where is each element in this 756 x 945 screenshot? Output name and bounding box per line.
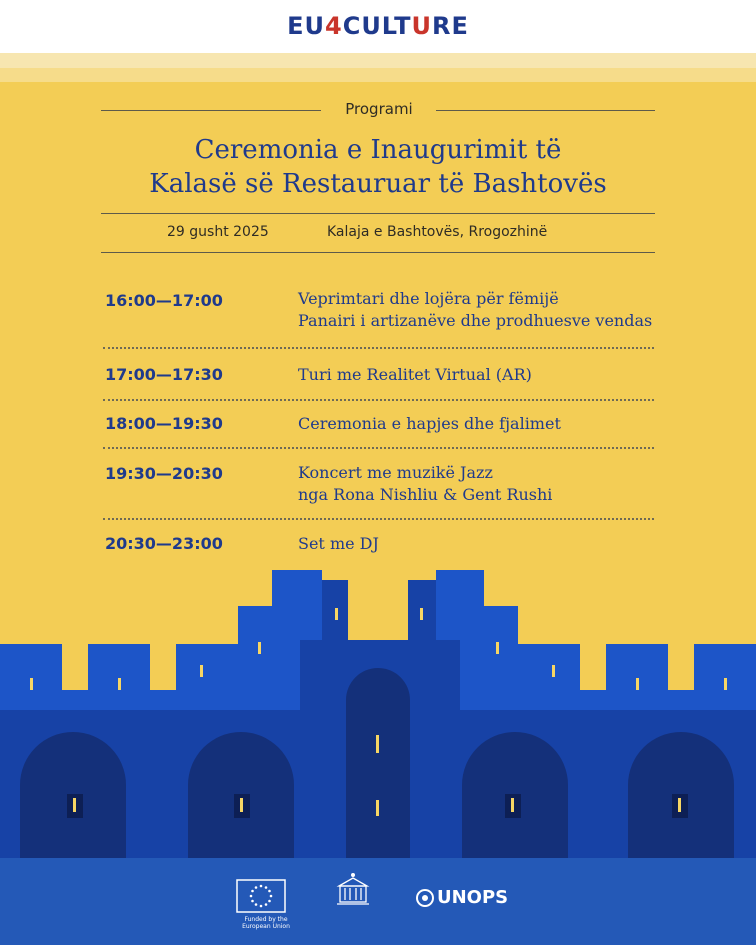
eu-flag-icon — [236, 879, 286, 913]
schedule-activity-4: Koncert me muzikë Jazz nga Rona Nishliu & Gent Rushi — [298, 463, 553, 504]
schedule-time-1: 16:00—17:00 — [105, 291, 223, 310]
eu4culture-logo: EU4CULTURE — [287, 12, 469, 40]
unops-logo: UNOPS — [437, 887, 509, 908]
schedule-activity-1: Veprimtari dhe lojëra për fëmijë Panairi i artizanëve dhe prodhuesve vendas — [298, 289, 653, 330]
program-label: Programi — [345, 100, 413, 118]
schedule-activity-3: Ceremonia e hapjes dhe fjalimet — [298, 414, 561, 433]
schedule-separator — [103, 447, 654, 449]
schedule-separator — [103, 347, 654, 349]
event-location: Kalaja e Bashtovës, Rrogozhinë — [327, 224, 548, 240]
title-divider-bottom — [101, 252, 655, 253]
castle-illustration — [0, 560, 756, 860]
schedule-activity-2: Turi me Realitet Virtual (AR) — [298, 365, 532, 384]
title-line-2: Kalasë së Restauruar të Bashtovës — [149, 169, 607, 199]
schedule-separator — [103, 518, 654, 520]
schedule-time-5: 20:30—23:00 — [105, 534, 223, 553]
header-band-lower — [0, 68, 756, 82]
event-date: 29 gusht 2025 — [167, 224, 269, 240]
schedule-time-2: 17:00—17:30 — [105, 365, 223, 384]
divider-right — [436, 110, 655, 111]
schedule-separator — [103, 399, 654, 401]
schedule-time-3: 18:00—19:30 — [105, 414, 223, 433]
ministry-emblem-icon — [333, 870, 373, 910]
footer-bar — [0, 858, 756, 945]
schedule-time-4: 19:30—20:30 — [105, 464, 223, 483]
divider-left — [101, 110, 321, 111]
title-line-1: Ceremonia e Inaugurimit të — [194, 135, 562, 165]
eu-caption: Funded by the European Union — [242, 916, 290, 930]
title-divider-top — [101, 213, 655, 214]
schedule-activity-5: Set me DJ — [298, 534, 379, 553]
un-emblem-icon — [416, 889, 434, 907]
